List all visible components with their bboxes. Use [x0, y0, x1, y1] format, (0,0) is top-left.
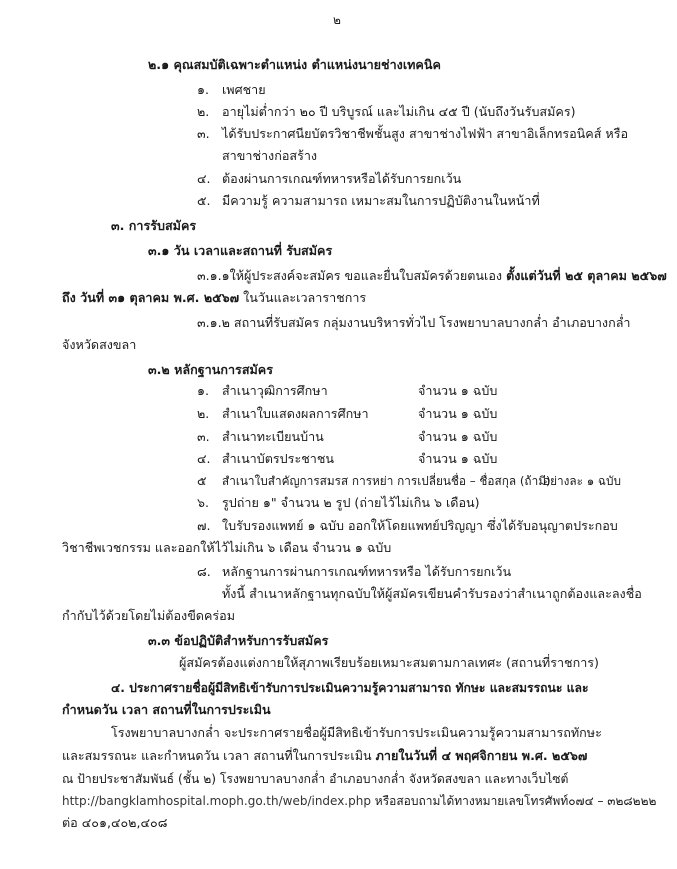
qualification-text: มีความรู้ ความสามารถ เหมาะสมในการปฏิบัติงานในหน้าที่ [222, 193, 540, 208]
document-num: ๘. [197, 564, 211, 579]
document-text: สำเนาทะเบียนบ้าน [222, 429, 324, 444]
document-text: หลักฐานการผ่านการเกณฑ์ทหารหรือ ได้รับการยกเว้น [222, 564, 512, 579]
application-location-line-2: จังหวัดสงขลา [62, 337, 137, 352]
qualification-num: ๒. [197, 104, 210, 119]
document-num: ๗. [197, 518, 211, 533]
qualification-num: ๑. [197, 82, 209, 97]
section-4-heading-line-2: กำหนดวัน เวลา สถานที่ในการประเมิน [62, 702, 271, 717]
application-period-line-2 [62, 290, 366, 306]
document-text: สำเนาใบสำคัญการสมรส การหย่า การเปลี่ยนชื่อ – ชื่อสกุล (ถ้ามี) [222, 474, 551, 488]
phone-extensions: ต่อ ๔๐๑,๔๐๒,๔๐๘ [62, 815, 168, 830]
document-text: รูปถ่าย ๑" จำนวน ๒ รูป (ถ่ายไว้ไม่เกิน ๖ เดือน) [222, 495, 480, 510]
certification-note-line-1: ทั้งนี้ สำเนาหลักฐานทุกฉบับให้ผู้สมัครเขียนคำรับรองว่าสำเนาถูกต้องและลงชื่อ [222, 586, 642, 601]
application-location-line-1: ๓.๑.๒ สถานที่รับสมัคร กลุ่มงานบริหารทั่วไป โรงพยาบาลบางกล่ำ อำเภอบางกล่ำ [197, 315, 631, 330]
application-period-line-1 [197, 268, 667, 284]
announcement-line-2 [62, 748, 587, 764]
document-num: ๒. [197, 406, 210, 421]
section-4-heading-line-1: ๔. ประกาศรายชื่อผู้มีสิทธิเข้ารับการประเมินความรู้ความสามารถ ทักษะ และสมรรถนะ และ [111, 681, 589, 695]
document-text: สำเนาวุฒิการศึกษา [222, 383, 328, 398]
section-3-1-heading: ๓.๑ วัน เวลาและสถานที่ รับสมัคร [148, 243, 333, 258]
section-2-1-heading: ๒.๑ คุณสมบัติเฉพาะตำแหน่ง ตำแหน่งนายช่างเทคนิค [148, 57, 441, 72]
qualification-text: ได้รับประกาศนียบัตรวิชาชีพชั้นสูง สาขาช่างไฟฟ้า สาขาอิเล็กทรอนิคส์ หรือ [222, 126, 629, 141]
document-qty: อย่างละ ๑ ฉบับ [543, 474, 621, 488]
section-3-3-heading: ๓.๓ ข้อปฏิบัติสำหรับการรับสมัคร [148, 633, 329, 648]
application-start-date: ตั้งแต่วันที่ ๒๕ ตุลาคม ๒๕๖๗ [506, 268, 667, 283]
document-num: ๕ [197, 473, 207, 488]
qualification-text-continued: สาขาช่างก่อสร้าง [222, 148, 318, 163]
document-text: สำเนาใบแสดงผลการศึกษา [222, 406, 369, 421]
dress-code-text: ผู้สมัครต้องแต่งกายให้สุภาพเรียบร้อยเหมาะสมตามกาลเทศะ (สถานที่ราชการ) [179, 655, 599, 670]
hospital-website-link[interactable]: http://bangklamhospital.moph.go.th/web/index.php [62, 794, 371, 808]
section-3-heading: ๓. การรับสมัคร [111, 218, 197, 233]
announcement-text: และสมรรถนะ และกำหนดวัน เวลา สถานที่ในการประเมิน [62, 748, 376, 763]
document-text: สำเนาบัตรประชาชน [222, 451, 334, 466]
application-hours-text: ในวันและเวลาราชการ [239, 290, 367, 305]
announcement-line-1: โรงพยาบาลบางกล่ำ จะประกาศรายชื่อผู้มีสิทธิเข้ารับการประเมินความรู้ความสามารถทักษะ [111, 725, 602, 740]
qualification-text: อายุไม่ต่ำกว่า ๒๐ ปี บริบูรณ์ และไม่เกิน ๔๕ ปี (นับถึงวันรับสมัคร) [222, 104, 576, 119]
page-number: ๒ [333, 13, 341, 27]
announcement-line-3: ณ ป้ายประชาสัมพันธ์ (ชั้น ๒) โรงพยาบาลบางกล่ำ อำเภอบางกล่ำ จังหวัดสงขลา และทางเว็บไซต์ [62, 772, 569, 786]
section-3-2-heading: ๓.๒ หลักฐานการสมัคร [148, 362, 273, 377]
qualification-num: ๔. [197, 171, 211, 186]
document-qty: จำนวน ๑ ฉบับ [418, 451, 498, 466]
document-text: ใบรับรองแพทย์ ๑ ฉบับ ออกให้โดยแพทย์ปริญญา ซึ่งได้รับอนุญาตประกอบ [222, 518, 618, 533]
document-num: ๓. [197, 429, 210, 444]
qualification-num: ๕. [197, 193, 211, 208]
document-qty: จำนวน ๑ ฉบับ [418, 429, 498, 444]
qualification-text: เพศชาย [222, 82, 266, 97]
document-num: ๖. [197, 495, 209, 510]
qualification-num: ๓. [197, 126, 210, 141]
document-text-continued: วิชาชีพเวชกรรม และออกให้ไว้ไม่เกิน ๖ เดือน จำนวน ๑ ฉบับ [62, 540, 392, 555]
certification-note-line-2: กำกับไว้ด้วยโดยไม่ต้องขีดคร่อม [62, 608, 236, 623]
announcement-date: ภายในวันที่ ๔ พฤศจิกายน พ.ศ. ๒๕๖๗ [375, 748, 588, 763]
application-end-date: ถึง วันที่ ๓๑ ตุลาคม พ.ศ. ๒๕๖๗ [62, 290, 240, 305]
document-num: ๑. [197, 383, 209, 398]
application-period-text: ๓.๑.๑ให้ผู้ประสงค์จะสมัคร ขอและยื่นใบสมัครด้วยตนเอง [197, 268, 503, 283]
document-qty: จำนวน ๑ ฉบับ [418, 383, 498, 398]
qualification-text: ต้องผ่านการเกณฑ์ทหารหรือได้รับการยกเว้น [222, 171, 462, 186]
announcement-line-4 [62, 793, 656, 809]
document-qty: จำนวน ๑ ฉบับ [418, 406, 498, 421]
document-num: ๔. [197, 451, 211, 466]
phone-contact-text: หรือสอบถามได้ทางหมายเลขโทรศัพท์๐๗๔ – ๓๒๘๒๒๒ [370, 794, 657, 808]
